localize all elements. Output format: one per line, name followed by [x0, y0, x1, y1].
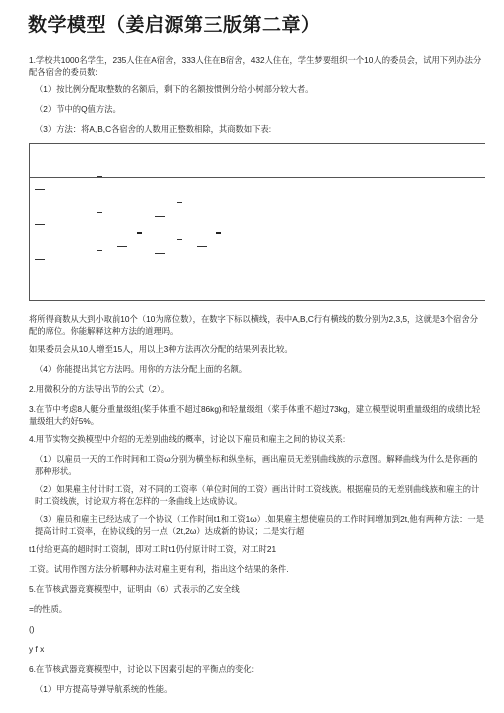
question-1-after-table-2: 如果委员会从10人增至15人，用以上3种方法再次分配的结果列表比较。 — [29, 344, 293, 354]
question-6-text: 6.在节核武器竞赛模型中，讨论以下因素引起的平衡点的变化: — [29, 664, 254, 674]
table-rule — [29, 300, 485, 301]
question-4-sub-3: （3）雇员和雇主已经达成了一个协议（工作时间t1和工资1ω）.如果雇主想使雇员的工作时间增加到2t,他有两种方法：一是提高计时工资率，在协议线的另一点（2t,2ω）达成新的协议；二是实行超 — [35, 514, 485, 536]
question-1-sub-4: （4）你能提出其它方法吗。用你的方法分配上面的名额。 — [35, 364, 248, 374]
table-rule — [29, 177, 485, 178]
table-mark — [35, 189, 45, 190]
question-1-sub-3: （3）方法：将A,B,C各宿舍的人数用正整数相除，其商数如下表: — [35, 124, 272, 134]
question-1-sub-1: （1）按比例分配取整数的名额后，剩下的名额按惯例分给小树部分较大者。 — [35, 84, 314, 94]
question-5-line-2: =的性质。 — [29, 604, 68, 614]
table-mark — [117, 246, 127, 247]
question-3-text: 3.在节中考虑8人艇分重量级组(桨手体重不超过86kg)和轻量级组（桨手体重不超过73kg，建立模型说明重量级组的成绩比轻量级组大约好5%。 — [29, 404, 481, 426]
table-mark — [177, 239, 182, 240]
question-1-sub-2: （2）节中的Q值方法。 — [35, 104, 121, 114]
question-4-continued: t1付给更高的超时时工资制，即对工时t1仍付原计时工资，对工时21 — [29, 544, 277, 554]
question-2-text: 2.用微积分的方法导出节的公式（2）。 — [29, 384, 170, 394]
question-4-sub-1: （1）以雇员一天的工作时间和工资ω分别为横坐标和纵坐标，画出雇员无差别曲线族的示意图。解释曲线为什么是你画的那种形状。 — [35, 454, 478, 476]
question-1-after-table: 将所得商数从大到小取前10个（10为席位数），在数字下标以横线，表中A,B,C行有横线的数分别为2,3,5，这就是3个宿舍分配的席位。你能解释这种方法的道理吗。 — [29, 314, 479, 336]
question-4-wage-line: 工资。试用作图方法分析哪种办法对雇主更有利，指出这个结果的条件. — [29, 564, 289, 574]
page-title: 数学模型（姜启源第三版第二章） — [28, 14, 321, 36]
table-mark — [197, 246, 207, 247]
table-mark — [35, 259, 45, 260]
table-mark — [97, 212, 102, 213]
table-rule — [29, 143, 485, 144]
table-mark — [97, 250, 102, 251]
question-5-line-4: y f x — [29, 644, 45, 654]
question-4-sub-2: （2）如果雇主付计时工资，对不同的工资率（单位时间的工资）画出计时工资线族。根据雇员的无差别曲线族和雇主的计时工资线族，讨论双方将在怎样的一条曲线上达成协议。 — [35, 484, 480, 506]
question-5-text: 5.在节核武器竞赛模型中，证明由（6）式表示的乙安全线 — [29, 584, 240, 594]
table-left-border — [29, 143, 30, 301]
question-1-text: 1.学校共1000名学生，235人住在A宿舍，333人住在B宿舍，432人住在，学生梦要组织一个10人的委员会，试用下列办法分配各宿舍的委员数: — [29, 55, 482, 77]
quotient-table — [29, 143, 485, 301]
table-mark — [35, 224, 45, 225]
table-mark — [177, 202, 182, 203]
table-mark — [155, 216, 165, 217]
table-mark — [137, 232, 142, 234]
question-6-sub-1: （1）甲方提高导弹导航系统的性能。 — [35, 684, 173, 694]
table-mark — [155, 253, 165, 254]
question-5-line-3: () — [29, 624, 35, 634]
question-4-text: 4.用节实物交换模型中介绍的无差别曲线的概率，讨论以下雇员和雇主之间的协议关系: — [29, 434, 346, 444]
table-mark — [97, 176, 102, 177]
table-mark — [216, 232, 221, 234]
